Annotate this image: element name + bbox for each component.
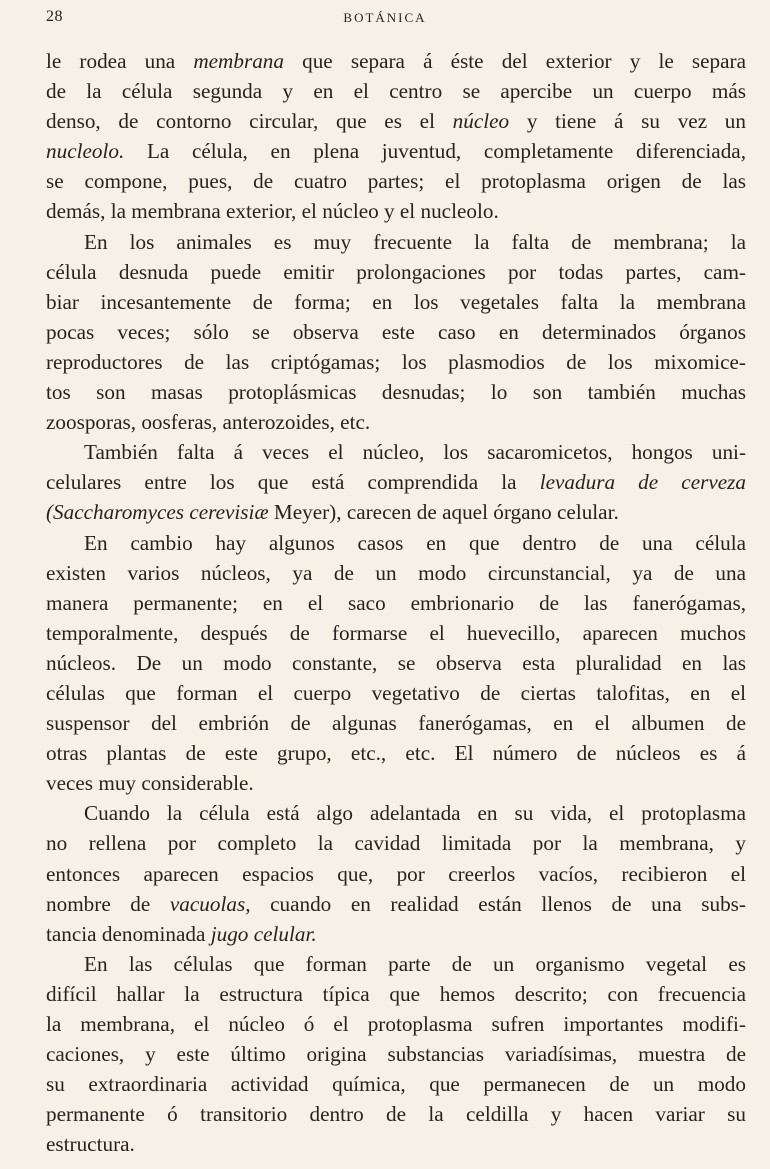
text-line — [46, 919, 746, 949]
text-run: existen varios núcleos, ya de un modo circunstancial, ya de una — [46, 560, 746, 585]
text-run: cuando en realidad están llenos de una subs- — [250, 891, 746, 916]
italic-term: nucleolo. — [46, 139, 125, 164]
paragraph — [46, 227, 746, 438]
italic-term: vacuolas, — [169, 891, 251, 916]
italic-term: (Saccharomyces cerevisiæ — [46, 500, 269, 525]
text-run: suspensor del embrión de algunas fanerógamas, en el albumen de — [46, 711, 746, 736]
text-run: células que forman el cuerpo vegetativo de ciertas talofitas, en el — [46, 680, 746, 705]
text-line — [46, 1129, 746, 1159]
paragraph — [46, 798, 746, 948]
text-run: En los animales es muy frecuente la falta de membrana; la — [84, 229, 746, 254]
paragraph — [46, 437, 746, 527]
text-run: la membrana, el núcleo ó el protoplasma sufren importantes modifi- — [46, 1012, 746, 1036]
text-run: difícil hallar la estructura típica que hemos descrito; con frecuencia — [46, 981, 746, 1006]
text-line — [46, 317, 746, 347]
body-text — [46, 46, 746, 1159]
text-line — [46, 678, 746, 708]
paragraph — [46, 949, 746, 1160]
text-line — [46, 76, 746, 106]
text-run: La célula, en plena juventud, completamente diferenciada, — [124, 139, 746, 164]
text-line — [46, 1039, 746, 1069]
text-run: otras plantas de este grupo, etc., etc. El número de núcleos es á — [46, 741, 746, 766]
text-line — [46, 708, 746, 738]
text-line — [46, 166, 746, 196]
text-run: pocas veces; sólo se observa este caso en determinados órganos — [46, 319, 746, 344]
text-run: En cambio hay algunos casos en que dentro de una célula — [84, 530, 746, 555]
text-line — [46, 347, 746, 377]
italic-term: levadura de cerveza — [539, 470, 746, 495]
text-line — [46, 1069, 746, 1099]
text-line — [46, 828, 746, 858]
text-run: biar incesantemente de forma; en los vegetales falta la membrana — [46, 289, 746, 314]
text-line — [46, 437, 746, 467]
text-line — [46, 889, 746, 919]
text-run: nombre de — [46, 891, 170, 916]
text-line — [46, 528, 746, 558]
text-run: Meyer), carecen de aquel órgano celular. — [268, 500, 619, 525]
text-run: veces muy considerable. — [46, 771, 254, 796]
text-line — [46, 1009, 746, 1039]
text-run: núcleos. De un modo constante, se observa esta pluralidad en las — [46, 650, 746, 675]
text-line — [46, 407, 746, 437]
text-line — [46, 738, 746, 768]
page-number: 28 — [46, 8, 63, 25]
text-line — [46, 588, 746, 618]
text-run: de la célula segunda y en el centro se apercibe un cuerpo más — [46, 79, 746, 104]
text-run: denso, de contorno circular, que es el — [46, 109, 453, 134]
text-run: Cuando la célula está algo adelantada en su vida, el protoplasma — [84, 801, 746, 826]
text-line — [46, 859, 746, 889]
text-line — [46, 648, 746, 678]
text-line — [46, 257, 746, 287]
text-line — [46, 558, 746, 588]
text-line — [46, 467, 746, 497]
text-line — [46, 46, 746, 76]
text-run: permanente ó transitorio dentro de la celdilla y hacen variar su — [46, 1102, 746, 1127]
text-run: demás, la membrana exterior, el núcleo y el nucleolo. — [46, 199, 499, 224]
text-line — [46, 227, 746, 257]
text-line — [46, 136, 746, 166]
text-line — [46, 377, 746, 407]
text-run: le rodea una — [46, 49, 194, 73]
text-line — [46, 798, 746, 828]
text-run: estructura. — [46, 1132, 135, 1157]
text-run: que separa á éste del exterior y le separa — [283, 49, 746, 73]
text-run: y tiene á su vez un — [509, 109, 746, 134]
text-run: entonces aparecen espacios que, por creerlos vacíos, recibieron el — [46, 861, 746, 886]
text-line — [46, 497, 746, 527]
text-line — [46, 1099, 746, 1129]
text-line — [46, 768, 746, 798]
text-run: celulares entre los que está comprendida la — [46, 470, 540, 495]
text-line — [46, 949, 746, 979]
text-run: su extraordinaria actividad química, que permanecen de un modo — [46, 1072, 746, 1097]
text-run: caciones, y este último origina substancias variadísimas, muestra de — [46, 1042, 746, 1067]
italic-term: núcleo — [452, 109, 510, 134]
text-run: En las células que forman parte de un organismo vegetal es — [84, 951, 746, 976]
running-title: BOTÁNICA — [343, 10, 427, 25]
text-line — [46, 979, 746, 1009]
italic-term: jugo celular. — [210, 921, 317, 946]
text-line — [46, 106, 746, 136]
text-run: célula desnuda puede emitir prolongaciones por todas partes, cam- — [46, 259, 746, 284]
text-run: se compone, pues, de cuatro partes; el protoplasma origen de las — [46, 169, 746, 194]
italic-term: membrana — [193, 49, 284, 73]
text-run: tos son masas protoplásmicas desnudas; lo son también muchas — [46, 380, 746, 405]
text-run: no rellena por completo la cavidad limitada por la membrana, y — [46, 831, 746, 856]
text-run: manera permanente; en el saco embrionario de las fanerógamas, — [46, 590, 746, 615]
paragraph — [46, 528, 746, 799]
text-run: zoosporas, oosferas, anterozoides, etc. — [46, 410, 371, 435]
paragraph — [46, 46, 746, 227]
text-line — [46, 618, 746, 648]
text-line — [46, 196, 746, 226]
text-run: reproductores de las criptógamas; los plasmodios de los mixomice- — [46, 349, 746, 374]
text-run: tancia denominada — [46, 921, 211, 946]
text-line — [46, 287, 746, 317]
text-run: También falta á veces el núcleo, los sacaromicetos, hongos uni- — [84, 440, 746, 465]
text-run: temporalmente, después de formarse el huevecillo, aparecen muchos — [46, 620, 746, 645]
